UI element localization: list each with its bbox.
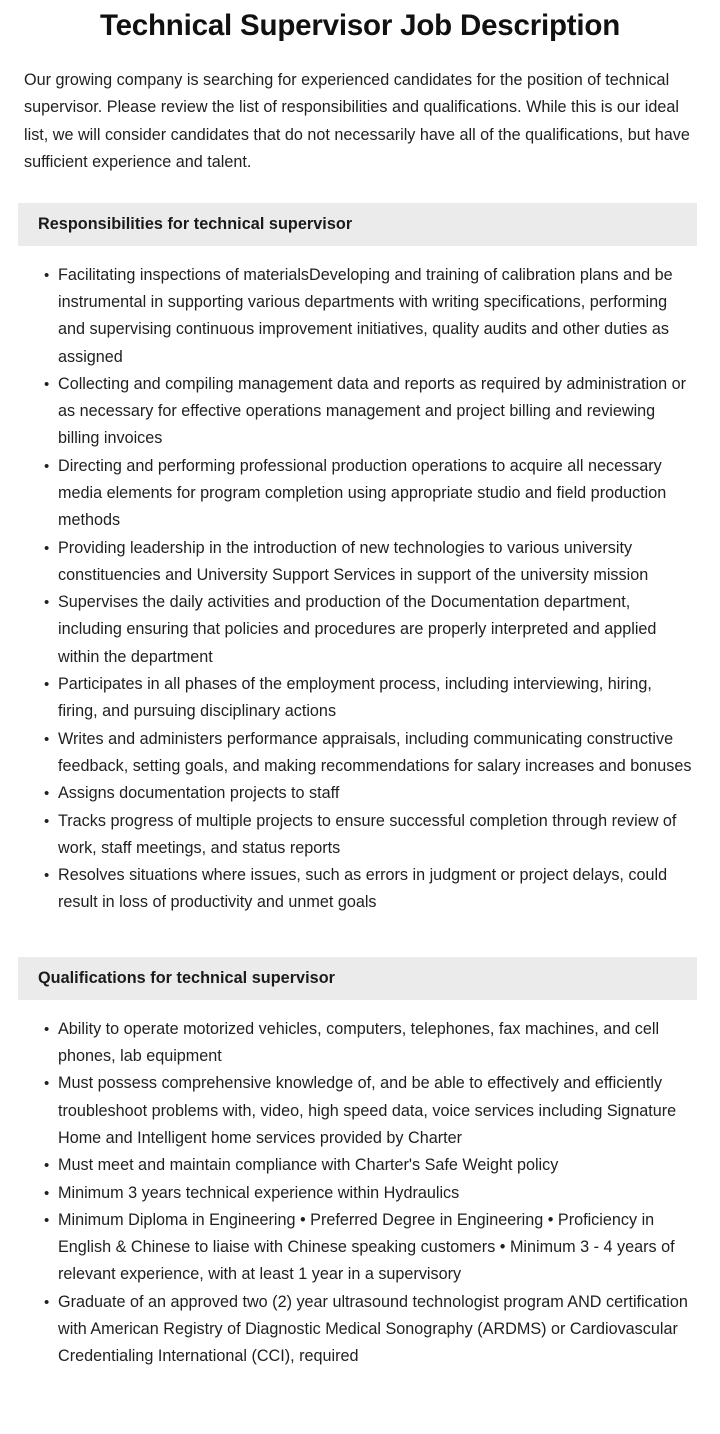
responsibilities-list <box>0 246 720 917</box>
section-header-qualifications <box>18 957 697 1000</box>
list-item: • Supervises the daily activities and production of the Documentation department, including ensuring that policies and procedures are properly interpreted and applied within the department <box>58 589 695 671</box>
list-item: • Assigns documentation projects to staff <box>58 780 695 807</box>
qualifications-list <box>0 1000 720 1371</box>
section-qualifications <box>0 957 720 1371</box>
list-item: • Resolves situations where issues, such as errors in judgment or project delays, could result in loss of productivity and unmet goals <box>58 862 695 917</box>
list-item: • Collecting and compiling management data and reports as required by administration or as necessary for effective operations management and project billing and reviewing billing invoices <box>58 371 695 453</box>
list-item: • Must possess comprehensive knowledge of, and be able to effectively and efficiently troubleshoot problems with, video, high speed data, voice services including Signature Home and Intelligent home services provided by Charter <box>58 1070 695 1152</box>
list-item: • Directing and performing professional production operations to acquire all necessary media elements for program completion using appropriate studio and field production methods <box>58 453 695 535</box>
page-bottom-spacer <box>0 1371 720 1411</box>
section-spacer <box>0 917 720 931</box>
section-heading-label: Responsibilities for technical supervisor <box>38 215 353 234</box>
list-item: • Minimum 3 years technical experience within Hydraulics <box>58 1180 695 1207</box>
list-item: • Writes and administers performance appraisals, including communicating constructive feedback, setting goals, and making recommendations for salary increases and bonuses <box>58 726 695 781</box>
section-heading-label: Qualifications for technical supervisor <box>38 969 335 988</box>
list-item: • Facilitating inspections of materialsDeveloping and training of calibration plans and be instrumental in supporting various departments with writing specifications, performing and supervising continuous improvement initiatives, quality audits and other duties as assigned <box>58 262 695 371</box>
page-title: Technical Supervisor Job Description <box>99 9 621 42</box>
list-item: • Must meet and maintain compliance with Charter's Safe Weight policy <box>58 1152 695 1179</box>
list-item: • Graduate of an approved two (2) year ultrasound technologist program AND certification with American Registry of Diagnostic Medical Sonography (ARDMS) or Cardiovascular Credentialing International (CCI), required <box>58 1289 695 1371</box>
list-item: • Ability to operate motorized vehicles, computers, telephones, fax machines, and cell phones, lab equipment <box>58 1016 695 1071</box>
list-item: • Tracks progress of multiple projects to ensure successful completion through review of work, staff meetings, and status reports <box>58 808 695 863</box>
list-item: • Providing leadership in the introduction of new technologies to various university constituencies and University Support Services in support of the university mission <box>58 535 695 590</box>
intro-paragraph: Our growing company is searching for experienced candidates for the position of technical supervisor. Please review the list of responsibilities and qualifications. While this is our ideal list, we will consider candidates that do not necessarily have all of the qualifications, but have sufficient experience and talent. <box>24 71 690 172</box>
list-item: • Minimum Diploma in Engineering • Preferred Degree in Engineering • Proficiency in English & Chinese to liaise with Chinese speaking customers • Minimum 3 - 4 years of relevant experience, with at least 1 year in a supervisory <box>58 1207 695 1289</box>
section-responsibilities <box>0 203 720 931</box>
list-item: • Participates in all phases of the employment process, including interviewing, hiring, firing, and pursuing disciplinary actions <box>58 671 695 726</box>
section-header-responsibilities <box>18 203 697 246</box>
